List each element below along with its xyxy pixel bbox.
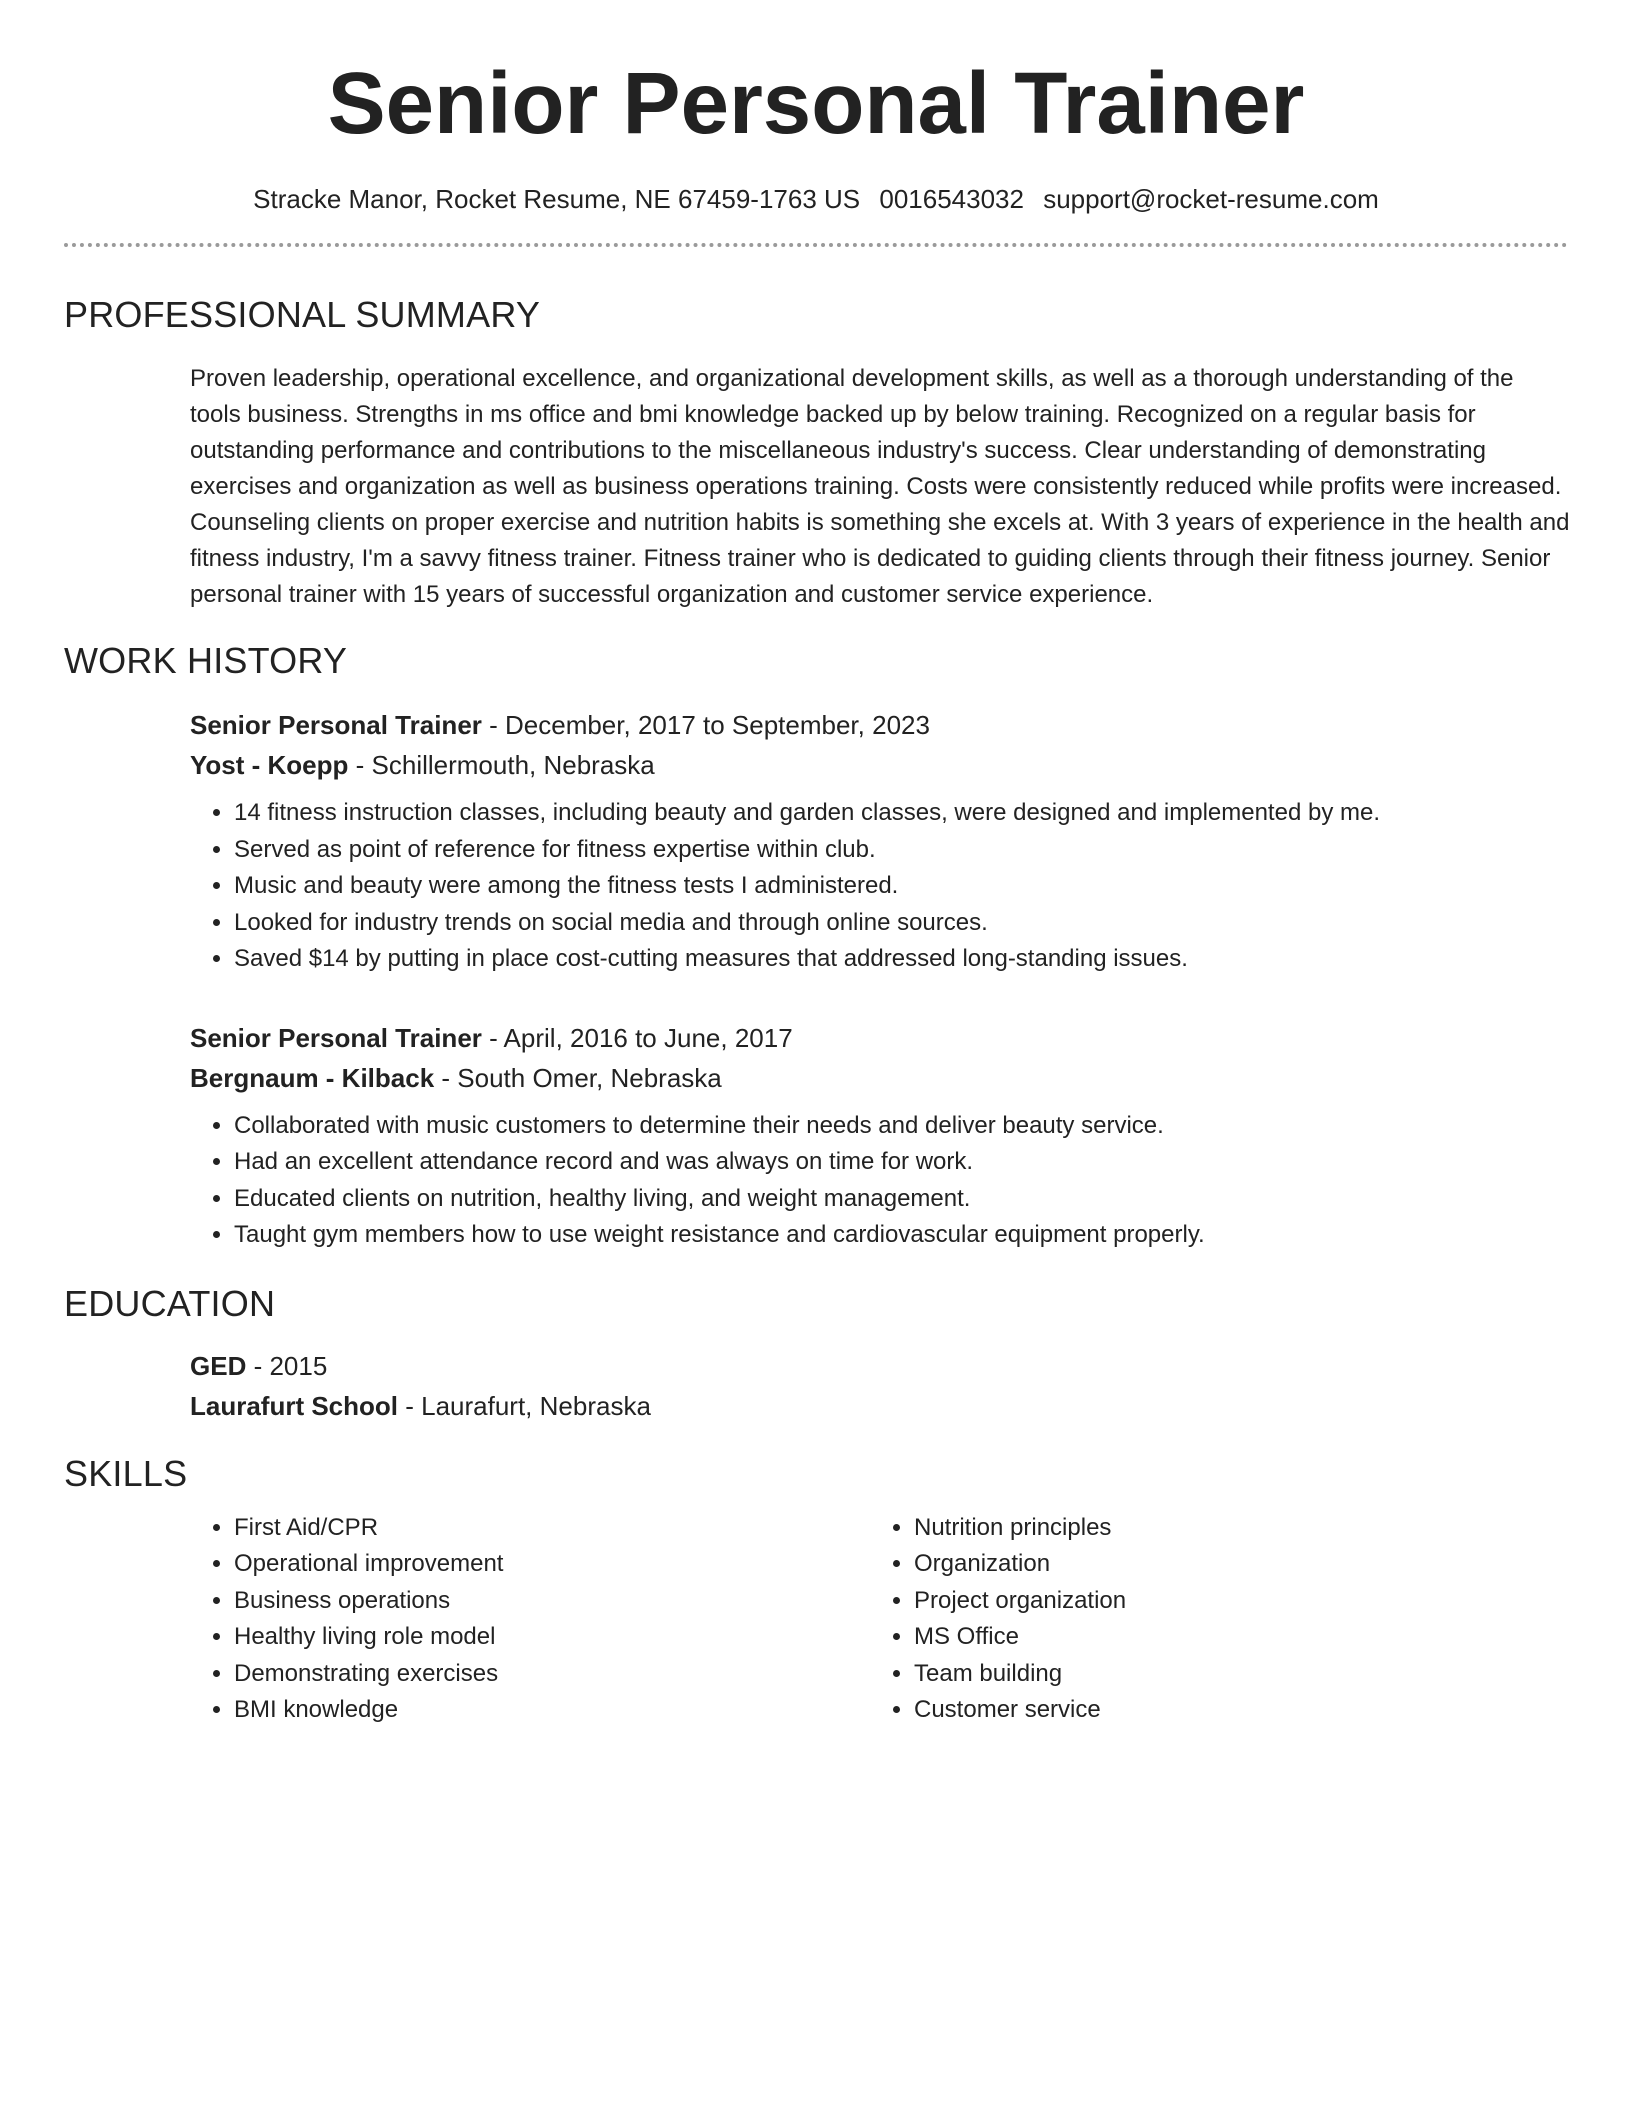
job-company-line — [190, 1058, 1568, 1098]
education-degree-line — [190, 1346, 1568, 1386]
job-bullet: • Taught gym members how to use weight resistance and cardiovascular equipment properly. — [234, 1217, 1568, 1254]
skill-item: • Operational improvement — [234, 1546, 870, 1583]
skills-heading: SKILLS — [64, 1452, 188, 1494]
skill-item: • Customer service — [914, 1692, 1550, 1729]
job-entry — [190, 1018, 1568, 1254]
contact-address: Stracke Manor, Rocket Resume, NE 67459-1763 US — [253, 184, 861, 214]
skill-item: • Project organization — [914, 1583, 1550, 1620]
job-company: Yost - Koepp — [190, 750, 349, 780]
skill-item: • MS Office — [914, 1619, 1550, 1656]
skill-item: • Nutrition principles — [914, 1510, 1550, 1547]
job-bullet: • Music and beauty were among the fitness tests I administered. — [234, 868, 1568, 905]
job-title: Senior Personal Trainer — [190, 710, 482, 740]
job-bullet: • Looked for industry trends on social media and through online sources. — [234, 905, 1568, 942]
skills-list-right — [870, 1510, 1550, 1729]
skill-item: • Team building — [914, 1656, 1550, 1693]
job-location: - Schillermouth, Nebraska — [348, 750, 655, 780]
work-history-heading: WORK HISTORY — [64, 640, 348, 681]
job-bullets — [190, 795, 1568, 978]
job-dates: - April, 2016 to June, 2017 — [481, 1022, 793, 1053]
job-bullet: • Had an excellent attendance record and was always on time for work. — [234, 1144, 1568, 1181]
job-title: Senior Personal Trainer — [190, 1022, 482, 1053]
summary-text: Proven leadership, operational excellence, and organizational development skills, as well as a thorough understanding of the tools business. Strengths in ms office and bmi knowledge backed up by below training. Recognized on a regular basis for outstanding performance and contributions to the miscellaneous industry's success. Clear understanding of demonstrating exercises and organization as well as business operations training. Costs were consistently reduced while profits were increased. Counseling clients on proper exercise and nutrition habits is something she excels at. With 3 years of experience in the health and fitness industry, I'm a savvy fitness trainer. Fitness trainer who is dedicated to guiding clients through their fitness journey. Senior personal trainer with 15 years of successful organization and customer service experience. — [190, 365, 1570, 608]
education-year: - 2015 — [246, 1350, 328, 1381]
job-bullet: • 14 fitness instruction classes, including beauty and garden classes, were designed and implemented by me. — [234, 795, 1568, 832]
job-bullet: • Served as point of reference for fitness expertise within club. — [234, 832, 1568, 869]
job-title-line — [190, 705, 1568, 745]
resume-title: Senior Personal Trainer — [327, 55, 1305, 152]
job-bullet: • Saved $14 by putting in place cost-cutting measures that addressed long-standing issues. — [234, 941, 1568, 978]
education-heading: EDUCATION — [64, 1282, 276, 1324]
job-bullet: • Educated clients on nutrition, healthy living, and weight management. — [234, 1181, 1568, 1218]
job-bullets — [190, 1108, 1568, 1254]
education-school-line — [190, 1386, 1568, 1426]
education-degree: GED — [190, 1350, 247, 1381]
education-school: Laurafurt School — [190, 1390, 399, 1421]
contact-email: support@rocket-resume.com — [1043, 184, 1379, 214]
job-entry — [190, 705, 1568, 978]
skill-item: • Business operations — [234, 1583, 870, 1620]
summary-heading: PROFESSIONAL SUMMARY — [64, 294, 541, 335]
job-title-line — [190, 1018, 1568, 1058]
job-company-line — [190, 745, 1568, 785]
header-divider — [64, 243, 1568, 247]
job-location: - South Omer, Nebraska — [434, 1062, 722, 1093]
contact-phone: 0016543032 — [879, 184, 1024, 214]
skills-list-left — [190, 1510, 870, 1729]
job-bullet: • Collaborated with music customers to determine their needs and deliver beauty service. — [234, 1108, 1568, 1145]
skill-item: • Healthy living role model — [234, 1619, 870, 1656]
job-dates: - December, 2017 to September, 2023 — [481, 710, 930, 740]
skill-item: • First Aid/CPR — [234, 1510, 870, 1547]
skill-item: • BMI knowledge — [234, 1692, 870, 1729]
contact-line — [64, 182, 1568, 216]
education-entry — [190, 1346, 1568, 1426]
job-company: Bergnaum - Kilback — [190, 1062, 435, 1093]
education-location: - Laurafurt, Nebraska — [398, 1390, 651, 1421]
skill-item: • Demonstrating exercises — [234, 1656, 870, 1693]
skills-columns — [190, 1510, 1568, 1729]
skill-item: • Organization — [914, 1546, 1550, 1583]
work-history-list — [190, 705, 1568, 1254]
